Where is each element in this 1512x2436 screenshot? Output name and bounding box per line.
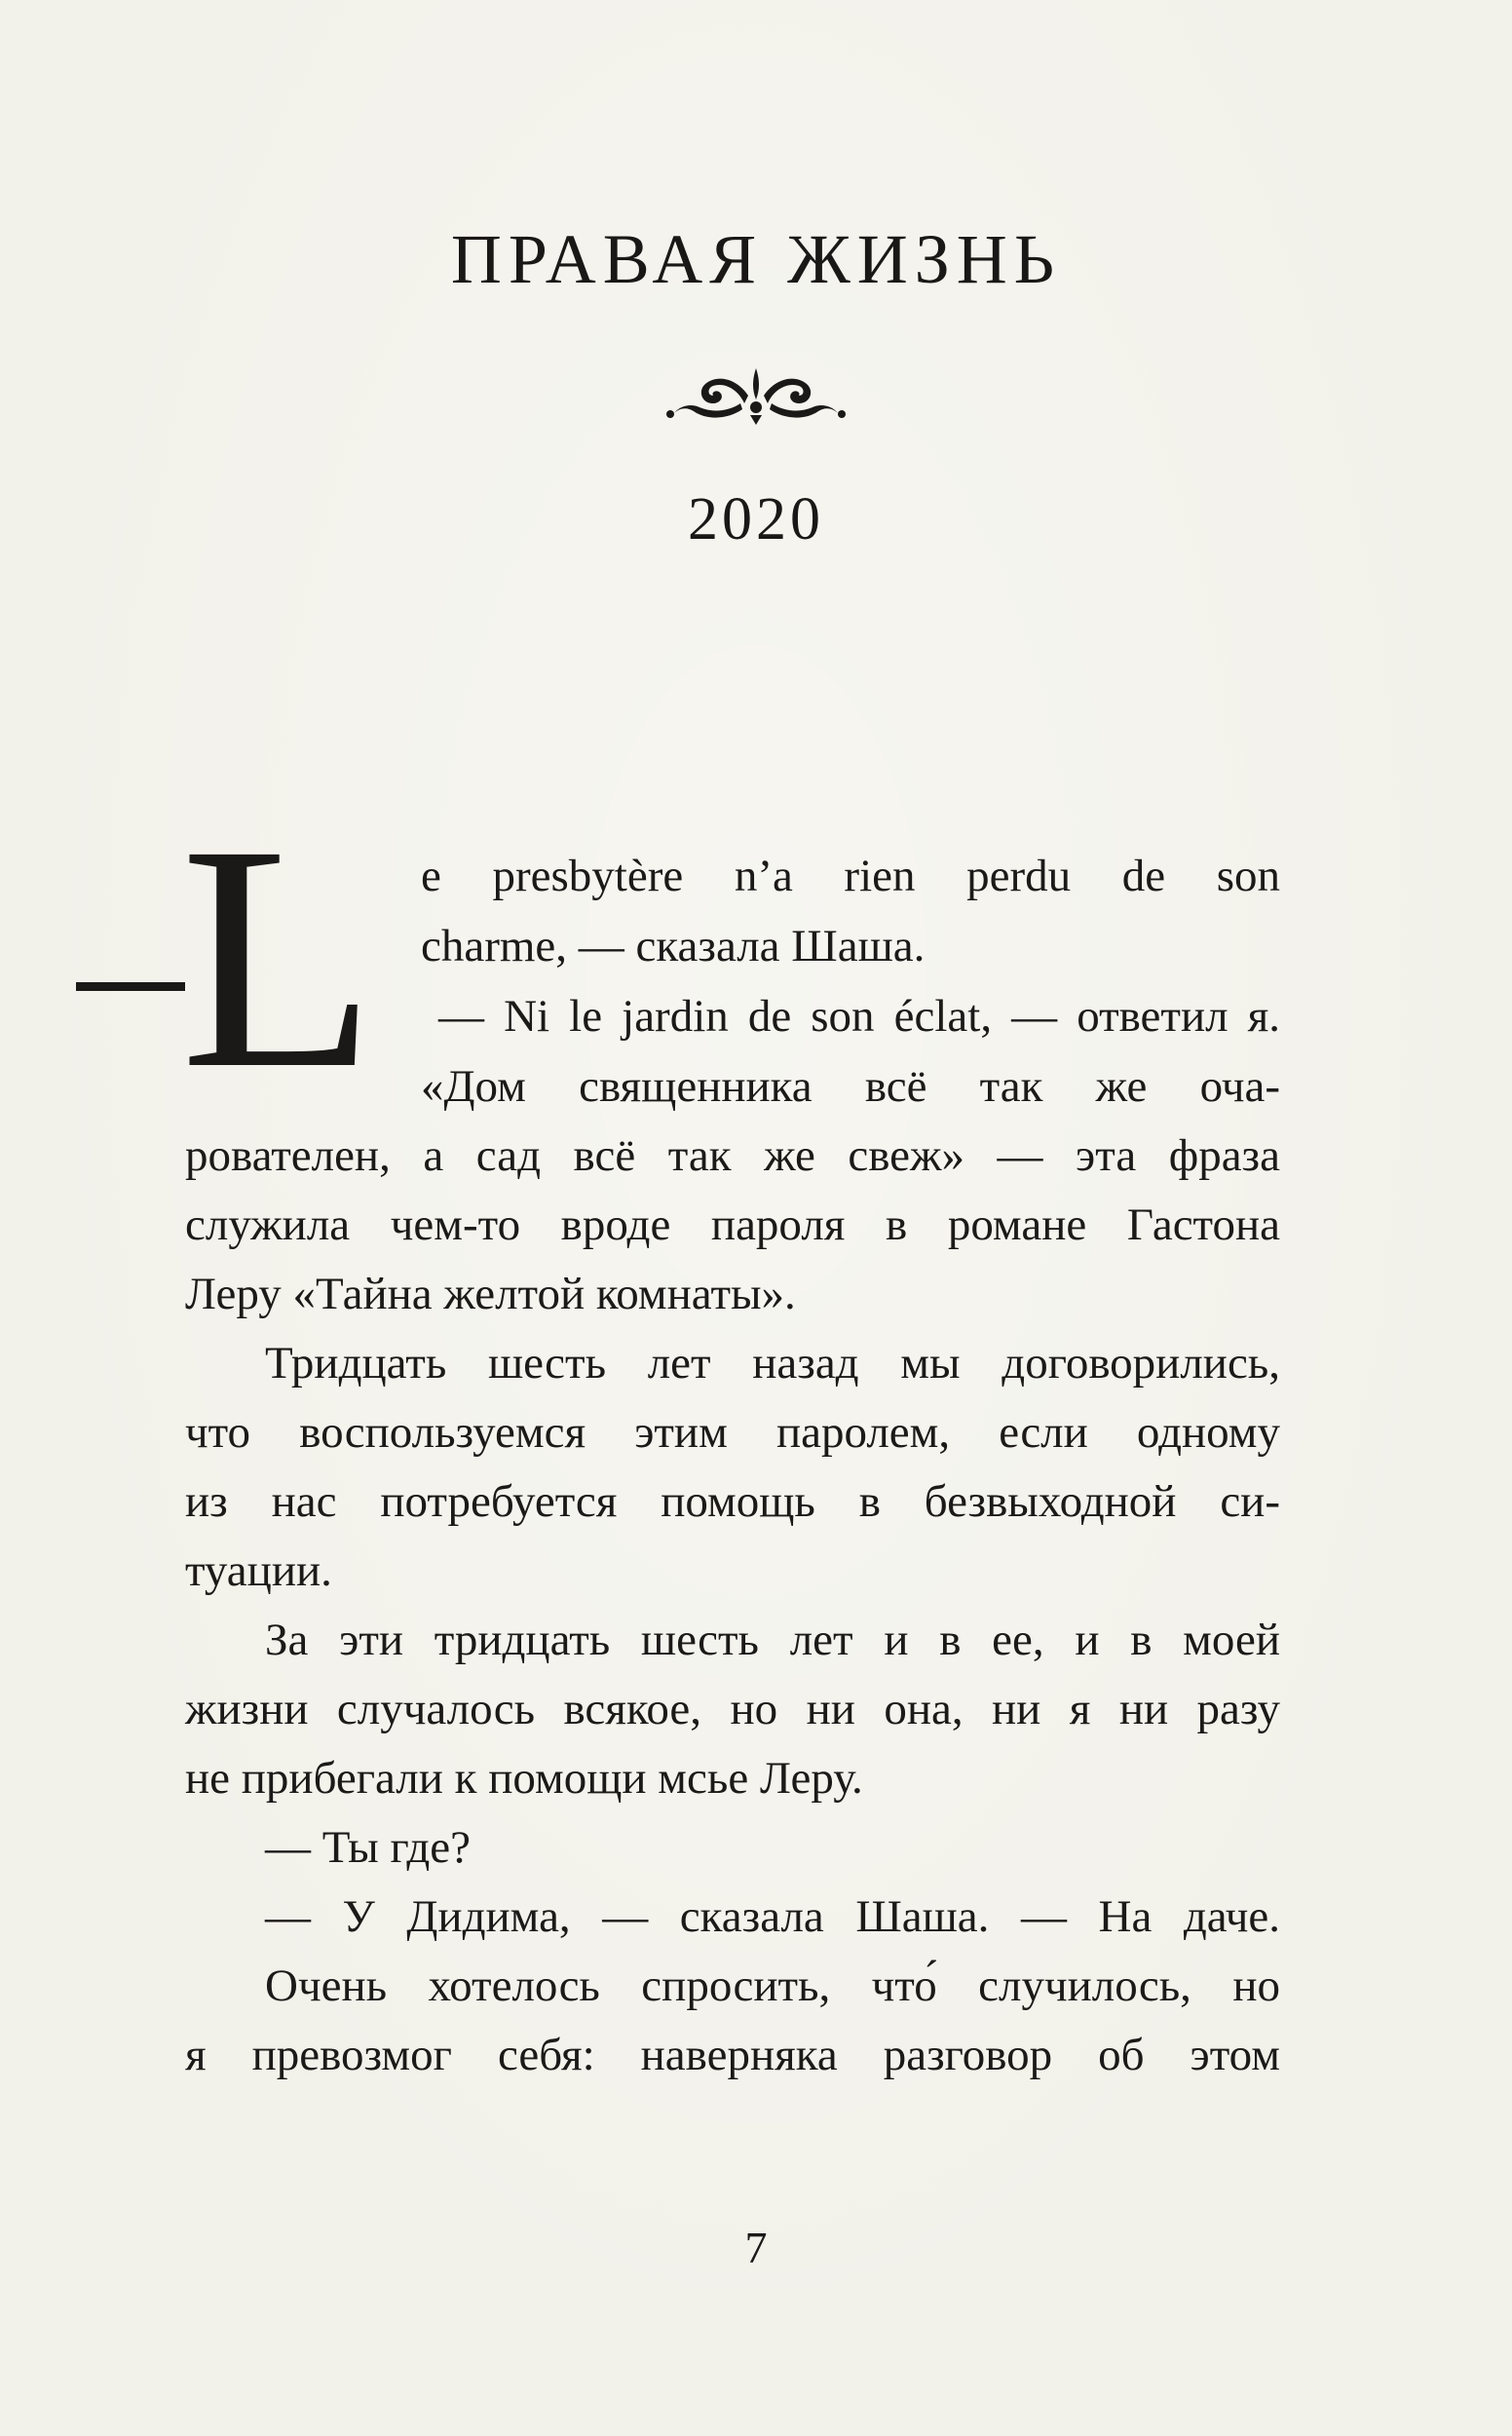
text-line: «Дом священника всё так же оча- — [421, 1061, 1280, 1112]
text-line: служила чем-то вроде пароля в романе Гастона — [185, 1199, 1280, 1250]
text-line: что воспользуемся этим паролем, если одному — [185, 1407, 1280, 1458]
chapter-title: ПРАВАЯ ЖИЗНЬ — [450, 220, 1062, 298]
text-line: charme, — сказала Шаша. — [421, 921, 926, 971]
page-number: 7 — [744, 2223, 768, 2272]
fleuron-ornament-icon — [659, 361, 853, 429]
drop-cap-letter: L — [180, 780, 377, 1135]
text-line: Очень хотелось спросить, что́ случилось, но — [265, 1960, 1280, 2011]
text-line: из нас потребуется помощь в безвыходной си- — [185, 1476, 1280, 1527]
text-line: не прибегали к помощи мсье Леру. — [185, 1753, 863, 1804]
text-line: Леру «Тайна желтой комнаты». — [185, 1269, 796, 1319]
text-line: e presbytère n’a rien perdu de son — [421, 851, 1280, 901]
chapter-year: 2020 — [688, 486, 824, 552]
text-line: Тридцать шесть лет назад мы договорились, — [265, 1338, 1280, 1389]
text-line: За эти тридцать шесть лет и в ее, и в моей — [265, 1615, 1280, 1665]
text-line: я превозмог себя: наверняка разговор об этом — [185, 2030, 1280, 2080]
text-line: туации. — [185, 1545, 332, 1596]
text-line: рователен, а сад всё так же свеж» — эта фраза — [185, 1130, 1280, 1181]
text-line: — Ты где? — [265, 1822, 472, 1873]
text-line: — Ni le jardin de son éclat, — ответил я. — [438, 991, 1280, 1042]
drop-cap-dash — [76, 982, 185, 991]
text-line: жизни случалось всякое, но ни она, ни я ни разу — [185, 1684, 1280, 1734]
text-line: — У Дидима, — сказала Шаша. — На даче. — [265, 1891, 1280, 1942]
